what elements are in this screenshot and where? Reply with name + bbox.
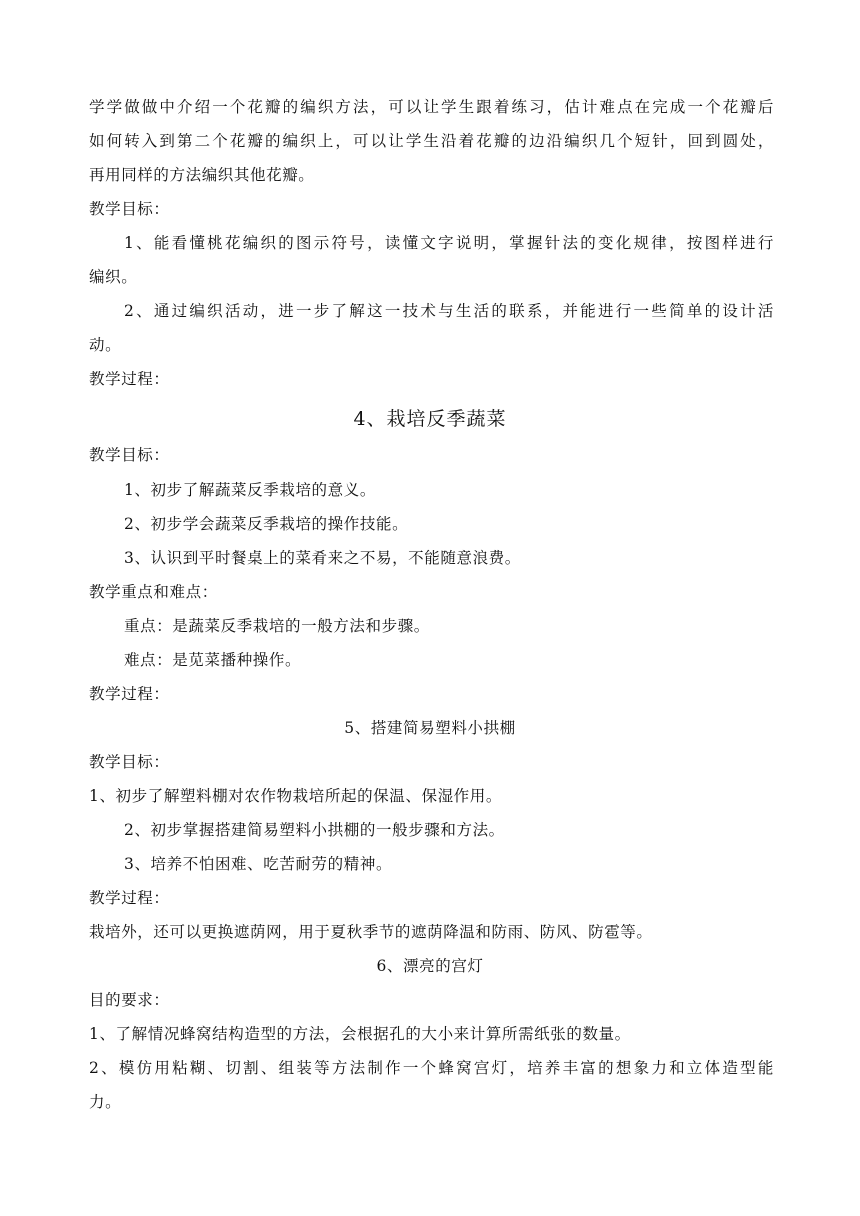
section-heading: 教学目标：: [89, 200, 170, 218]
section-heading: 教学过程：: [89, 889, 170, 907]
paragraph-line: 动。: [89, 336, 122, 354]
section-heading: 教学目标：: [89, 753, 170, 771]
list-item: 1、初步了解蔬菜反季栽培的意义。: [124, 481, 376, 499]
list-item: 2、模仿用粘糊、切割、组装等方法制作一个蜂窝宫灯，培养丰富的想象力和立体造型能: [89, 1059, 774, 1077]
list-item: 2、初步学会蔬菜反季栽培的操作技能。: [124, 515, 409, 533]
paragraph-line: 力。: [89, 1093, 122, 1111]
section-heading: 教学重点和难点：: [89, 583, 218, 601]
lesson-title: 4、栽培反季蔬菜: [353, 408, 507, 430]
list-item: 2、初步掌握搭建简易塑料小拱棚的一般步骤和方法。: [124, 821, 505, 839]
lesson-title: 5、搭建简易塑料小拱棚: [344, 719, 516, 737]
paragraph-line: 学学做做中介绍一个花瓣的编织方法，可以让学生跟着练习，估计难点在完成一个花瓣后: [89, 98, 774, 116]
list-item: 1、了解情况蜂窝结构造型的方法，会根据孔的大小来计算所需纸张的数量。: [89, 1025, 631, 1043]
paragraph-line: 再用同样的方法编织其他花瓣。: [89, 166, 315, 184]
list-item: 重点：是蔬菜反季栽培的一般方法和步骤。: [124, 617, 430, 635]
list-item: 3、认识到平时餐桌上的菜肴来之不易，不能随意浪费。: [124, 549, 521, 567]
section-heading: 教学过程：: [89, 370, 170, 388]
list-item: 1、初步了解塑料棚对农作物栽培所起的保温、保湿作用。: [89, 787, 502, 805]
paragraph-line: 编织。: [89, 268, 138, 286]
section-heading: 教学过程：: [89, 685, 170, 703]
list-item: 1、能看懂桃花编织的图示符号，读懂文字说明，掌握针法的变化规律，按图样进行: [124, 234, 774, 252]
list-item: 难点：是苋菜播种操作。: [124, 651, 302, 669]
list-item: 3、培养不怕困难、吃苦耐劳的精神。: [124, 855, 393, 873]
paragraph-line: 如何转入到第二个花瓣的编织上，可以让学生沿着花瓣的边沿编织几个短针，回到圆处，: [89, 132, 774, 150]
lesson-title: 6、漂亮的宫灯: [376, 957, 484, 975]
paragraph-line: 栽培外，还可以更换遮荫网，用于夏秋季节的遮荫降温和防雨、防风、防雹等。: [89, 923, 653, 941]
section-heading: 目的要求：: [89, 991, 170, 1009]
section-heading: 教学目标：: [89, 446, 170, 464]
list-item: 2、通过编织活动，进一步了解这一技术与生活的联系，并能进行一些简单的设计活: [124, 302, 774, 320]
